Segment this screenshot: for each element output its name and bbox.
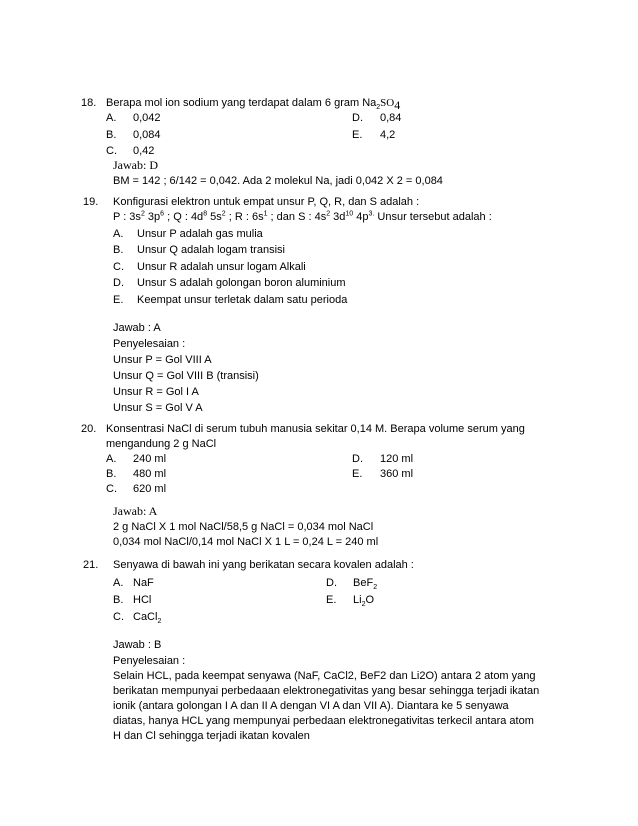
question-text: Konsentrasi NaCl di serum tubuh manusia sekitar 0,14 M. Berapa volume serum yang (106, 423, 525, 435)
option-d: BeF$_2$ (353, 577, 378, 592)
option-e: Keempat unsur terletak dalam satu perioda (137, 294, 348, 306)
question-text: mengandung 2 g NaCl (106, 438, 217, 450)
option-e: 4,2 (380, 129, 396, 141)
question-text: Konfigurasi elektron untuk empat unsur P, Q, R, dan S adalah : (113, 196, 420, 208)
option-c: 620 ml (133, 483, 167, 495)
solution-line: diatas, hanya HCL yang mempunyai perbedaan elektronegativitas terkecil antara atom (113, 715, 534, 727)
solution-line: Selain HCL, pada keempat senyawa (NaF, CaCl2, BeF2 dan Li2O) antara 2 atom yang (113, 670, 536, 682)
option-b: HCl (133, 594, 152, 606)
option-label: C. (106, 483, 117, 495)
option-label: E. (352, 129, 363, 141)
solution-line: Unsur Q = Gol VIII B (transisi) (113, 370, 259, 382)
option-label: A. (113, 577, 124, 589)
solution-line: Unsur R = Gol I A (113, 386, 199, 398)
question-text: Senyawa di bawah ini yang berikatan secara kovalen adalah : (113, 559, 414, 571)
electron-configuration: P : $3s^2$ $3p^6$ ; Q : $4d^8$ $5s^2$ ; R : $6s^1$ ; dan S : $4s^2$ $3d^{10}$ $4p^{3.}$ Unsur tersebut adalah : (113, 210, 492, 223)
solution-line: 2 g NaCl X 1 mol NaCl/58,5 g NaCl = 0,034 mol NaCl (113, 521, 374, 533)
option-label: C. (113, 261, 124, 273)
solution-line: H dan Cl sehingga terjadi ikatan kovalen (113, 730, 310, 742)
option-label: D. (326, 577, 337, 589)
option-e: $Li_2O$ (353, 594, 375, 609)
option-a: 240 ml (133, 453, 167, 465)
solution-line: Unsur S = Gol V A (113, 402, 203, 414)
option-label: C. (113, 611, 124, 623)
option-label: A. (106, 453, 117, 465)
option-label: E. (352, 468, 363, 480)
option-a: Unsur P adalah gas mulia (137, 228, 263, 240)
option-a: NaF (133, 577, 154, 589)
question-number: 21. (83, 559, 99, 571)
option-label: D. (113, 277, 124, 289)
option-a: 0,042 (133, 112, 161, 124)
option-label: B. (106, 129, 117, 141)
question-number: 18. (81, 97, 97, 109)
option-label: C. (106, 145, 117, 157)
solution-line: Unsur P = Gol VIII A (113, 354, 212, 366)
option-c: 0,42 (133, 145, 155, 157)
solution-line: 0,034 mol NaCl/0,14 mol NaCl X 1 L = 0,24 L = 240 ml (113, 536, 379, 548)
option-label: B. (106, 468, 117, 480)
option-label: B. (113, 594, 124, 606)
explanation: BM = 142 ; 6/142 = 0,042. Ada 2 molekul Na, jadi 0,042 X 2 = 0,084 (113, 175, 443, 187)
option-label: B. (113, 244, 124, 256)
option-b: 0,084 (133, 129, 161, 141)
option-b: 480 ml (133, 468, 167, 480)
option-c: Unsur R adalah unsur logam Alkali (137, 261, 306, 273)
option-d: 0,84 (380, 112, 402, 124)
option-label: E. (113, 294, 124, 306)
solution-title: Penyelesaian : (113, 655, 186, 667)
option-label: D. (352, 112, 363, 124)
answer: Jawab: A (113, 504, 158, 518)
solution-title: Penyelesaian : (113, 338, 186, 350)
question-number: 20. (81, 423, 97, 435)
question-number: 19. (83, 196, 99, 208)
option-label: E. (326, 594, 337, 606)
option-label: A. (106, 112, 117, 124)
option-b: Unsur Q adalah logam transisi (137, 244, 285, 256)
question-text: Berapa mol ion sodium yang terdapat dalam 6 gram $Na_2SO_4$ (106, 97, 401, 113)
solution-line: berikatan mempunyai perbedaaan elektronegativitas yang besar sehingga terjadi ikatan (113, 685, 540, 697)
option-label: D. (352, 453, 363, 465)
option-label: A. (113, 228, 124, 240)
answer: Jawab: D (113, 158, 158, 172)
option-c: CaCl$_2$ (133, 611, 162, 626)
option-d: 120 ml (380, 453, 414, 465)
option-e: 360 ml (380, 468, 414, 480)
option-d: Unsur S adalah golongan boron aluminium (137, 277, 346, 289)
solution-line: ionik (antara golongan I A dan II A dengan VI A dan VII A). Diantara ke 5 senyawa (113, 700, 509, 712)
answer: Jawab : B (113, 639, 162, 651)
answer: Jawab : A (113, 322, 161, 334)
